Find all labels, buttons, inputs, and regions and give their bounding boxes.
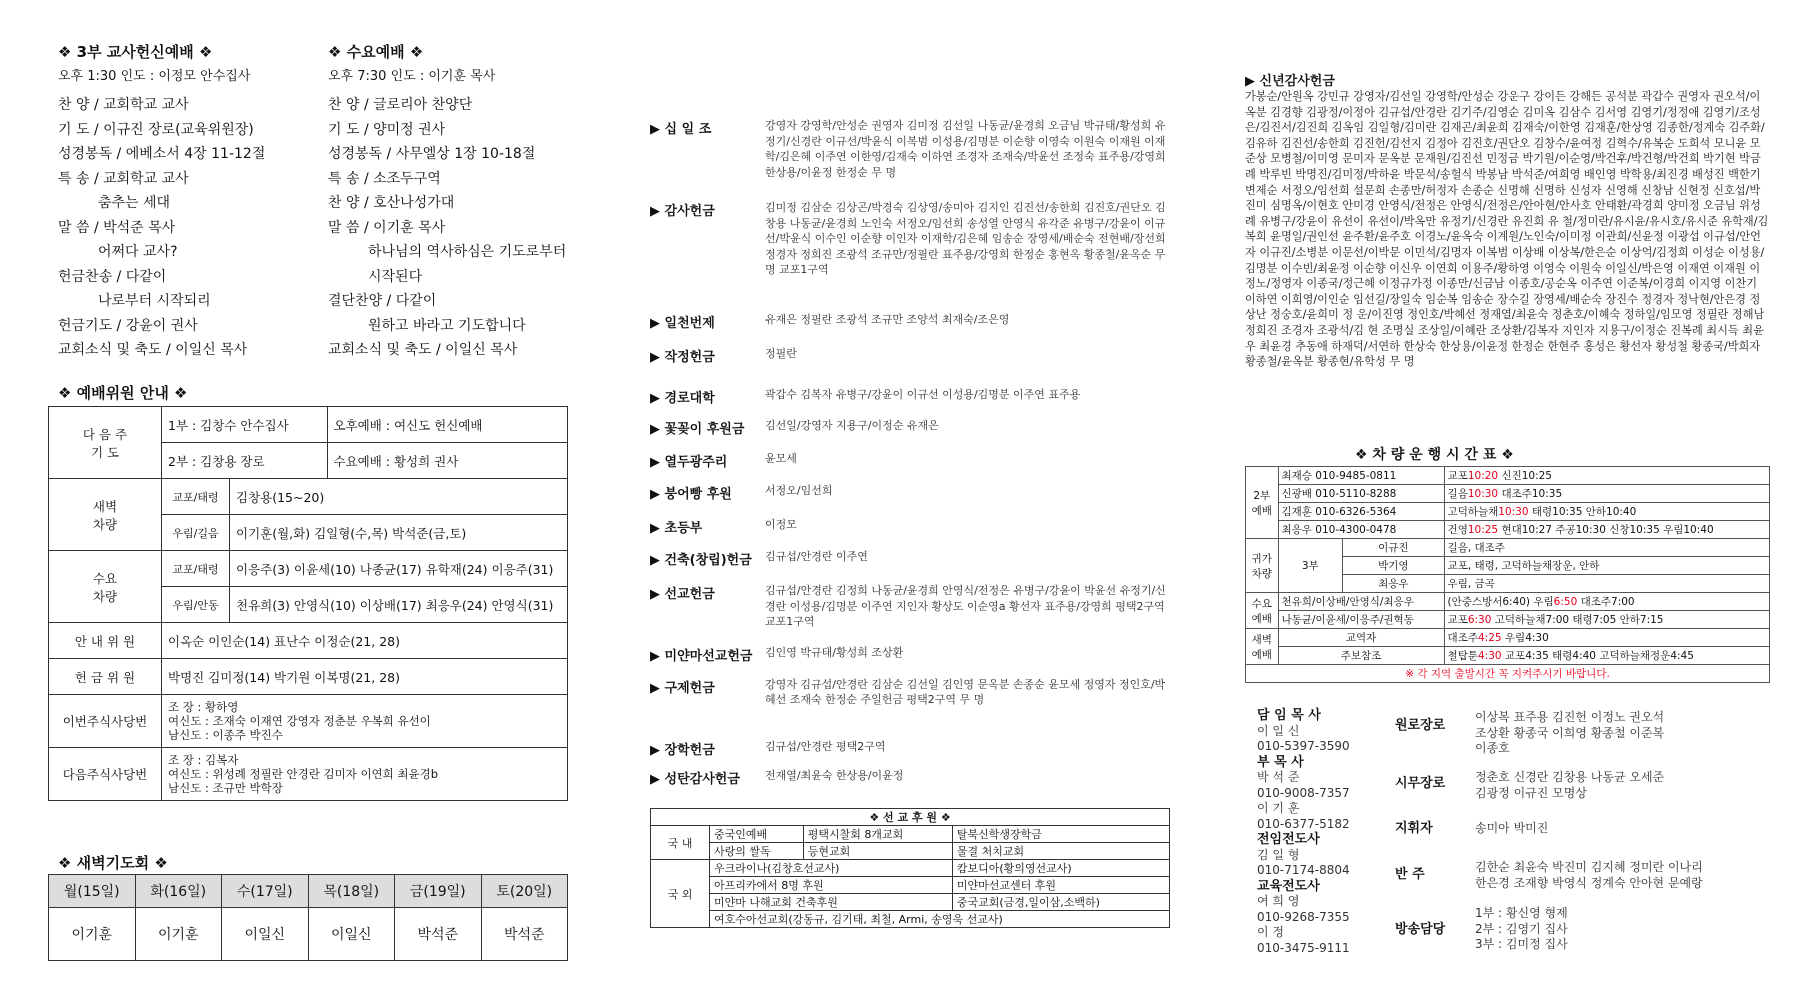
elders-line: 이상복 표주용 김진헌 이정노 권오석 xyxy=(1475,710,1665,724)
mission-cell: 물결 처치교회 xyxy=(952,843,1169,860)
service3-block xyxy=(58,40,308,363)
veh-route: 대조주7:00 xyxy=(1577,596,1635,608)
dawn-day: 화(16일) xyxy=(135,875,222,908)
new-year-title: ▶ 신년감사헌금 xyxy=(1245,74,1335,89)
dawn-leader: 이일신 xyxy=(222,908,309,961)
offering-label: ▶ 구제헌금 xyxy=(650,680,715,696)
offering-label: ▶ 꽃꽂이 후원금 xyxy=(650,421,745,437)
order-item: 말 씀 / 박석준 목사 xyxy=(58,219,176,236)
this-week-duty xyxy=(162,695,568,748)
veh-driver: 주보참조 xyxy=(1278,647,1444,665)
offering-names: 김규섭/안경란 이주연 xyxy=(765,549,868,563)
offering-label: ▶ 성탄감사헌금 xyxy=(650,771,740,787)
mission-cell: 여호수아선교회(강동규, 김기태, 최철, Armi, 송영욱 선교사) xyxy=(710,911,1170,928)
veh-driver: 신광배 010-5110-8288 xyxy=(1278,485,1444,503)
veh-driver: 최응우 010-4300-0478 xyxy=(1278,521,1444,539)
order-item: 찬 양 / 호산나성가대 xyxy=(328,195,455,211)
office-line: 정춘호 신경란 김창용 나동균 오세준 xyxy=(1475,770,1665,784)
bc-line: 1부 : 황신영 형제 xyxy=(1475,906,1568,920)
offering-names: 김규섭/안경란 김정희 나동균/윤경희 안영식/전정은 유병구/강윤이 박윤선 유정기/신경란 이성용/김명분 이주연 지인자 황상도 이순영a 황선자 표주용/강영희 평택2구역 교포1구역 xyxy=(765,584,1166,629)
veh-route: 고덕하늘채7:00 태령7:05 안하7:15 xyxy=(1491,614,1664,626)
staff-title: 전임전도사 xyxy=(1257,832,1320,847)
staff-name: 박 석 준 xyxy=(1257,770,1300,784)
veh-time: 10:30 xyxy=(1498,506,1529,518)
wv2-sub: 우림/안동 xyxy=(162,587,230,623)
wed-vehicle-label: 수요 차량 xyxy=(49,551,162,623)
offering-label: ▶ 십 일 조 xyxy=(650,122,712,137)
staff-title: 담 임 목 사 xyxy=(1257,708,1321,723)
bc-line: 3부 : 김미정 집사 xyxy=(1475,937,1568,951)
dawn-leader: 박석준 xyxy=(481,908,568,961)
elders-label: 원로장로 xyxy=(1395,718,1446,733)
vehicle-note: ※ 각 지역 출발시간 꼭 지켜주시기 바랍니다. xyxy=(1405,668,1610,680)
nw-line: 조 장 : 김복자 xyxy=(168,753,239,767)
staff-title: 부 목 사 xyxy=(1257,754,1304,770)
staff-phone: 010-7174-8804 xyxy=(1257,863,1350,877)
tw-line: 남신도 : 이종주 박진수 xyxy=(168,728,283,742)
offering-label: ▶ 미얀마선교헌금 xyxy=(650,648,753,664)
conductor-label: 지휘자 xyxy=(1395,821,1433,836)
elders-line: 조상환 황종국 이희영 황종철 이준복 xyxy=(1475,725,1665,740)
dv1-sub: 교포/태령 xyxy=(162,479,230,515)
dawn-vehicle-label: 새벽 차량 xyxy=(49,479,162,551)
order-item: 성경봉독 / 사무엘상 1장 10-18절 xyxy=(328,146,536,162)
order-item: 찬 양 / 교회학교 교사 xyxy=(58,97,189,113)
dawn-leader: 이기훈 xyxy=(49,908,136,961)
dawn-prayer-title: ❖ 새벽기도회 ❖ xyxy=(58,854,168,872)
staff-name: 여 희 영 xyxy=(1257,894,1300,908)
dawn-leader: 이일신 xyxy=(308,908,395,961)
bc-line: 2부 : 김영기 집사 xyxy=(1475,921,1568,936)
vehicle-table xyxy=(1245,466,1770,683)
dawn-day: 토(20일) xyxy=(481,875,568,908)
dawn-day: 금(19일) xyxy=(395,875,482,908)
prayer-1: 1부 : 김창수 안수집사 xyxy=(162,407,328,443)
next-prayer-label: 다 음 주 기 도 xyxy=(49,407,162,479)
veh-route: 교포, 태령, 고덕하늘채장운, 안하 xyxy=(1444,557,1769,575)
new-year-block xyxy=(1245,70,1770,370)
mission-cell: 캄보디아(황의영선교사) xyxy=(952,860,1169,877)
offering-label: ▶ 붕어빵 후원 xyxy=(650,486,732,502)
wednesday-sub: 오후 7:30 인도 : 이기훈 목사 xyxy=(328,68,496,84)
wv2: 천유희(3) 안영식(10) 이상배(17) 최응우(24) 안영식(31) xyxy=(230,587,568,623)
veh-stop: 교포 xyxy=(1447,470,1468,482)
offering-label: 헌 금 위 원 xyxy=(49,659,162,695)
veh-stop: 교포 xyxy=(1447,614,1468,626)
veh-driver: 박기영 xyxy=(1343,557,1444,575)
staff-phone: 010-5397-3590 xyxy=(1257,739,1350,753)
veh-time: 4:30 xyxy=(1477,650,1502,662)
committee-table xyxy=(48,406,568,801)
veh-stop: 대조주 xyxy=(1447,632,1478,644)
mission-cell: 미얀마 나해교회 건축후원 xyxy=(710,894,953,911)
veh-time: 10:25 xyxy=(1467,524,1499,536)
dawn-leader: 박석준 xyxy=(395,908,482,961)
mission-cell: 미얀마선교센터 후원 xyxy=(952,877,1169,894)
this-week-label: 이번주식사당번 xyxy=(49,695,162,748)
dv1: 김창용(15~20) xyxy=(230,479,568,515)
veh-route: 현대10:27 주공10:30 신창10:35 우림10:40 xyxy=(1498,524,1714,536)
offering-label: ▶ 건축(창립)헌금 xyxy=(650,552,752,568)
order-item: 기 도 / 양미정 권사 xyxy=(328,121,446,138)
order-item: 헌금기도 / 강윤이 권사 xyxy=(58,317,198,334)
veh-time: 6:50 xyxy=(1553,596,1578,608)
staff-phone: 010-9008-7357 xyxy=(1257,785,1350,800)
wv1: 이응주(3) 이윤세(10) 나종균(17) 유학재(24) 이응주(31) xyxy=(230,551,568,587)
mission-cell: 우크라이나(김창호선교사) xyxy=(710,860,953,877)
committee-title: ❖ 예배위원 안내 ❖ xyxy=(58,384,188,402)
veh-stop: 고덕하늘채 xyxy=(1447,506,1499,518)
offering-label: ▶ 장학헌금 xyxy=(650,743,715,759)
acc-line: 김한순 최윤숙 박진미 김지혜 정미란 이나리 xyxy=(1475,860,1703,874)
veh-driver: 교역자 xyxy=(1278,629,1444,647)
veh-driver: 최응우 xyxy=(1343,575,1444,593)
mission-cell: 사랑의 쌀독 xyxy=(710,843,804,860)
veh-driver: 나동균/이윤세/이응주/권혁동 xyxy=(1278,611,1444,629)
mission-table xyxy=(650,808,1170,928)
order-item: 하나님의 역사하심은 기도로부터 xyxy=(368,244,567,260)
order-item: 찬 양 / 글로리아 찬양단 xyxy=(328,97,473,113)
offering-committee: 박명진 김미정(14) 박기원 이복명(21, 28) xyxy=(162,659,568,695)
veh-route: 길음, 대조주 xyxy=(1444,539,1769,557)
veh-route: 교포4:35 태령4:40 고덕하늘채정운4:45 xyxy=(1501,650,1694,662)
offering-label: ▶ 작정헌금 xyxy=(650,350,715,365)
wv1-sub: 교포/태령 xyxy=(162,551,230,587)
tw-line: 여신도 : 조재숙 이재연 강영자 정춘분 우복희 유선이 xyxy=(168,714,431,728)
order-item: 헌금찬송 / 다같이 xyxy=(58,268,167,285)
new-year-names: 가봉순/안원옥 강민규 강영자/김선일 강영학/안성순 강운구 강이든 강해든 공석분 곽갑수 권영자 권오석/이옥분 김경향 김광정/이정아 김규섭/안경란 김기주/김영순 김미옥 김삼수 김서영 김영기/정정애 김영기/조성은/김진서/김진희 김옥임 김일형/김미란 김재곤/최윤희 김재숙/이한영 김재훈/한상영 김종한/정계숙 김주화/김유하 김진선/송한희 김진헌/김선지 김정아 김진호/권단오 김창수/윤여정 김혁수/유복순 도희석 모니윤 모준상 모병철/이미영 문미자 문옥분 문재원/김진선 민정금 박기원/이순영/박건후/박건형/박건희 박기현 박금례 박루빈 박명진/김미정/박하윤 박문석/송헐식 박봉남 박석준/여희영 배인영 박학용/최진경 배성진 백한기 변제순 서정오/임선희 설문희 손종만/허정자 손종순 신명해 신명하 신성자 신영해 신창남 신현정 신호섭/박진미 심명옥/이현호 안미경 안영식/전정은 안영식/전정은/안아현/안사호 안태환/곽경희 양미정 오금님 위성례 유병구/강윤이 유선이 유선이/박옥만 유정기/신경란 유진희 유 철/정미란/유시윤/유시호/유시준 유학재/김복희 윤명일/권인선 윤주환/윤주호 이경노/윤옥숙 이계원/노인숙/이미정 이관희/신윤정 이광섭 이규섭/안언자 이규진/소병분 이문선/이박문 이민석/김명자 이복범 이상배 이상복/한은순 이상억/김정희 이성순 이성용/김명분 이수빈/최윤정 이순향 이신우 이연희 이용주/황하영 이영숙 이원숙 이일신/박은영 이재연 이재원 이정노/정영자 이종국/정근혜 이정규가정 이종만/신금남 이종호/공순옥 이주연 이준복/이경희 이지영 이찬기 이하연 이희영/이인순 임선길/장일숙 임순복 임송순 장수길 장영세/배순숙 장진수 정경자 정낙현/안은경 정상난 정숭호/윤희미 정 운/이진영 정인호/박혜선 정재열/최윤숙 정춘호/이혜숙 정하일/임모영 정필란 정해남 정희진 조경자 조광석/김 현 조명실 조상일/이혜란 조상환/김복자 지인자 지용구/이정순 진복례 최시득 최윤우 최윤경 추동애 하재덕/서연하 한상숙 한상용/이윤정 한정순 한현주 홍성은 황선자 황성철 황종국/박희자 황종철/윤옥분 황종현/유학성 무 명 xyxy=(1245,90,1769,369)
offering-names: 김미정 김삼순 김상곤/박경숙 김상영/송미아 김지인 김진선/송한희 김진호/권단오 김창용 나동균/윤경희 노인숙 서정오/임선희 송성열 안영식 유각준 유병구/강윤이 이규선/박윤식 이수인 이순향 이인자 이재학/김은혜 임송순 장영세/배순숙 전현배/장선희 정경자 정희진 조광석 조규만/정필란 표주용/강영희 한정순 홍현옥 황종철/윤옥순 무 명 교포1구역 xyxy=(765,201,1166,277)
mission-cell: 아프리카에서 8명 후원 xyxy=(710,877,953,894)
dv2: 이기훈(월,화) 김일형(수,목) 박석준(금,토) xyxy=(230,515,568,551)
offering-names: 곽갑수 김복자 유병구/강윤이 이규선 이성용/김명분 이주연 표주용 xyxy=(765,388,1081,402)
wednesday-block xyxy=(328,40,588,363)
order-item: 성경봉독 / 에베소서 4장 11-12절 xyxy=(58,146,266,162)
order-item: 말 씀 / 이기훈 목사 xyxy=(328,219,446,236)
veh-driver: 최재승 010-9485-0811 xyxy=(1278,467,1444,485)
mission-cell: 중국교회(금경,일이삼,소백하) xyxy=(952,894,1169,911)
dawn-day: 목(18일) xyxy=(308,875,395,908)
offering-names: 정필란 xyxy=(765,347,797,360)
staff-title: 교육전도사 xyxy=(1257,878,1320,894)
next-week-label: 다음주식사당번 xyxy=(49,748,162,801)
nw-line: 여신도 : 위성례 정필란 안경란 김미자 이연희 최윤경b xyxy=(168,767,439,781)
vehicle-title: ❖ 차 량 운 행 시 간 표 ❖ xyxy=(1355,447,1514,463)
offering-names: 김선일/강영자 지용구/이정순 유재은 xyxy=(765,418,939,432)
veh-subgroup: 3부 xyxy=(1278,539,1343,593)
office-line: 김광정 이규진 모명상 xyxy=(1475,785,1587,800)
staff-name: 이 정 xyxy=(1257,925,1284,939)
order-item: 기 도 / 이규진 장로(교육위원장) xyxy=(58,121,254,138)
usher: 이옥순 이인순(14) 표난수 이정순(21, 28) xyxy=(162,623,568,659)
domestic-label: 국 내 xyxy=(651,826,710,860)
staff-phone: 010-3475-9111 xyxy=(1257,940,1350,955)
veh-stop: 건영 xyxy=(1447,524,1468,536)
tw-line: 조 장 : 황하영 xyxy=(168,700,239,714)
broadcast xyxy=(1475,906,1568,953)
office-elders xyxy=(1475,770,1664,801)
veh-group: 수요 예배 xyxy=(1246,593,1279,629)
offering-names: 서정오/임선희 xyxy=(765,483,833,497)
veh-stop: 철탑툰 xyxy=(1447,650,1478,662)
offering-names: 김규섭/안경란 평택2구역 xyxy=(765,740,886,754)
offering-names: 이정모 xyxy=(765,518,797,531)
nw-line: 남신도 : 조규만 박학장 xyxy=(168,781,283,795)
veh-stop: (안중스방서6:40) 우림 xyxy=(1447,596,1554,608)
staff-name: 이 기 훈 xyxy=(1257,801,1300,815)
veh-stop: 길음 xyxy=(1447,488,1468,500)
prayer-2b: 수요예배 : 황성희 권사 xyxy=(327,443,568,479)
order-item: 교회소식 및 축도 / 이일신 목사 xyxy=(58,342,248,358)
veh-route: 대조주10:35 xyxy=(1498,488,1563,500)
veh-route: 신진10:25 xyxy=(1498,470,1552,482)
offering-names: 강영자 강영학/안성순 권영자 김미정 김선일 나동균/윤경희 오금님 박규태/황성희 유정기/신경란 이규선/박윤식 이복범 이성용/김명분 이순향 이영숙 이원숙 이재원 이재학/김은혜 이주연 이한영/김재숙 이하연 조경자 조재숙/박윤선 조정숙 표주용/강영희 한상용/이윤정 한정순 무 명 xyxy=(765,119,1166,179)
staff-name: 김 일 형 xyxy=(1257,847,1300,862)
offering-label: ▶ 경로대학 xyxy=(650,391,715,407)
pastor-list xyxy=(1257,708,1392,956)
dv2-sub: 우림/길음 xyxy=(162,515,230,551)
accompanist xyxy=(1475,860,1703,891)
veh-time: 4:25 xyxy=(1477,632,1502,644)
usher-label: 안 내 위 원 xyxy=(49,623,162,659)
offering-names: 윤모세 xyxy=(765,451,797,465)
offering-names: 유재은 정필란 조광석 조규만 조양석 최재숙/조은영 xyxy=(765,312,1010,326)
service3-sub: 오후 1:30 인도 : 이정모 안수집사 xyxy=(58,68,251,84)
veh-group: 귀가 차량 xyxy=(1246,539,1279,593)
next-week-duty xyxy=(162,748,568,801)
veh-time: 6:30 xyxy=(1467,614,1492,626)
service3-title: ❖ 3부 교사헌신예배 ❖ xyxy=(58,43,213,61)
veh-route: 태령10:35 안하10:40 xyxy=(1528,506,1637,518)
veh-group: 새벽 예배 xyxy=(1246,629,1279,665)
veh-group: 2부 예배 xyxy=(1246,467,1279,539)
veh-time: 10:30 xyxy=(1467,488,1499,500)
offering-names: 강영자 김규섭/안경란 김삼순 김선일 김인영 문옥분 손종순 윤모세 정영자 정인호/박혜선 조재숙 한정순 주일헌금 평택2구역 무 명 xyxy=(765,677,1166,707)
order-item: 원하고 바라고 기도합니다 xyxy=(368,317,526,334)
accompanist-label: 반 주 xyxy=(1395,867,1425,882)
staff-phone: 010-6377-5182 xyxy=(1257,816,1350,831)
mission-title: ❖ 선 교 후 원 ❖ xyxy=(651,809,1170,826)
order-item: 어쩌다 교사? xyxy=(98,244,178,260)
order-item: 결단찬양 / 다같이 xyxy=(328,293,437,309)
veh-driver: 김재훈 010-6326-5364 xyxy=(1278,503,1444,521)
elders-line: 이종호 xyxy=(1475,741,1510,755)
dawn-leader: 이기훈 xyxy=(135,908,222,961)
order-item: 교회소식 및 축도 / 이일신 목사 xyxy=(328,342,518,358)
mission-cell: 평택시찰회 8개교회 xyxy=(803,826,952,843)
dawn-day: 월(15일) xyxy=(49,875,136,908)
mission-cell: 탈북신학생장학금 xyxy=(952,826,1169,843)
order-item: 춤추는 세대 xyxy=(98,195,171,211)
elders xyxy=(1475,710,1664,757)
offering-label: ▶ 일천번제 xyxy=(650,315,715,331)
veh-driver: 이규진 xyxy=(1343,539,1444,557)
broadcast-label: 방송담당 xyxy=(1395,922,1446,937)
mission-cell: 등현교회 xyxy=(803,843,952,860)
order-item: 나로부터 시작되리 xyxy=(98,293,211,309)
prayer-2: 2부 : 김창용 장로 xyxy=(162,443,328,479)
veh-route: 우림4:30 xyxy=(1501,632,1549,644)
mission-cell: 중국인예배 xyxy=(710,826,804,843)
order-item: 특 송 / 교회학교 교사 xyxy=(58,170,189,187)
offering-label: ▶ 선교헌금 xyxy=(650,587,715,603)
veh-driver: 천유희/이상배/안영식/최응우 xyxy=(1278,593,1444,611)
offering-label: ▶ 초등부 xyxy=(650,521,703,536)
offering-label: ▶ 열두광주리 xyxy=(650,454,728,470)
conductor: 송미아 박미진 xyxy=(1475,821,1549,835)
prayer-1b: 오후예배 : 여신도 헌신예배 xyxy=(327,407,568,443)
acc-line: 한은경 조재향 박영식 정계숙 안아현 문예랑 xyxy=(1475,875,1703,890)
order-item: 특 송 / 소조두구역 xyxy=(328,170,441,187)
staff-name: 이 일 신 xyxy=(1257,723,1300,738)
office-label: 시무장로 xyxy=(1395,776,1446,791)
order-item: 시작된다 xyxy=(368,268,423,285)
overseas-label: 국 외 xyxy=(651,860,710,928)
wednesday-title: ❖ 수요예배 ❖ xyxy=(328,43,424,61)
dawn-prayer-table xyxy=(48,874,568,961)
veh-time: 10:20 xyxy=(1467,470,1499,482)
staff-phone: 010-9268-7355 xyxy=(1257,909,1350,924)
dawn-day: 수(17일) xyxy=(222,875,309,908)
offering-label: ▶ 감사헌금 xyxy=(650,204,715,220)
veh-route: 우림, 금곡 xyxy=(1444,575,1769,593)
offering-names: 전재열/최윤숙 한상용/이윤정 xyxy=(765,768,904,782)
offering-names: 김인영 박규태/황성희 조상환 xyxy=(765,645,904,659)
